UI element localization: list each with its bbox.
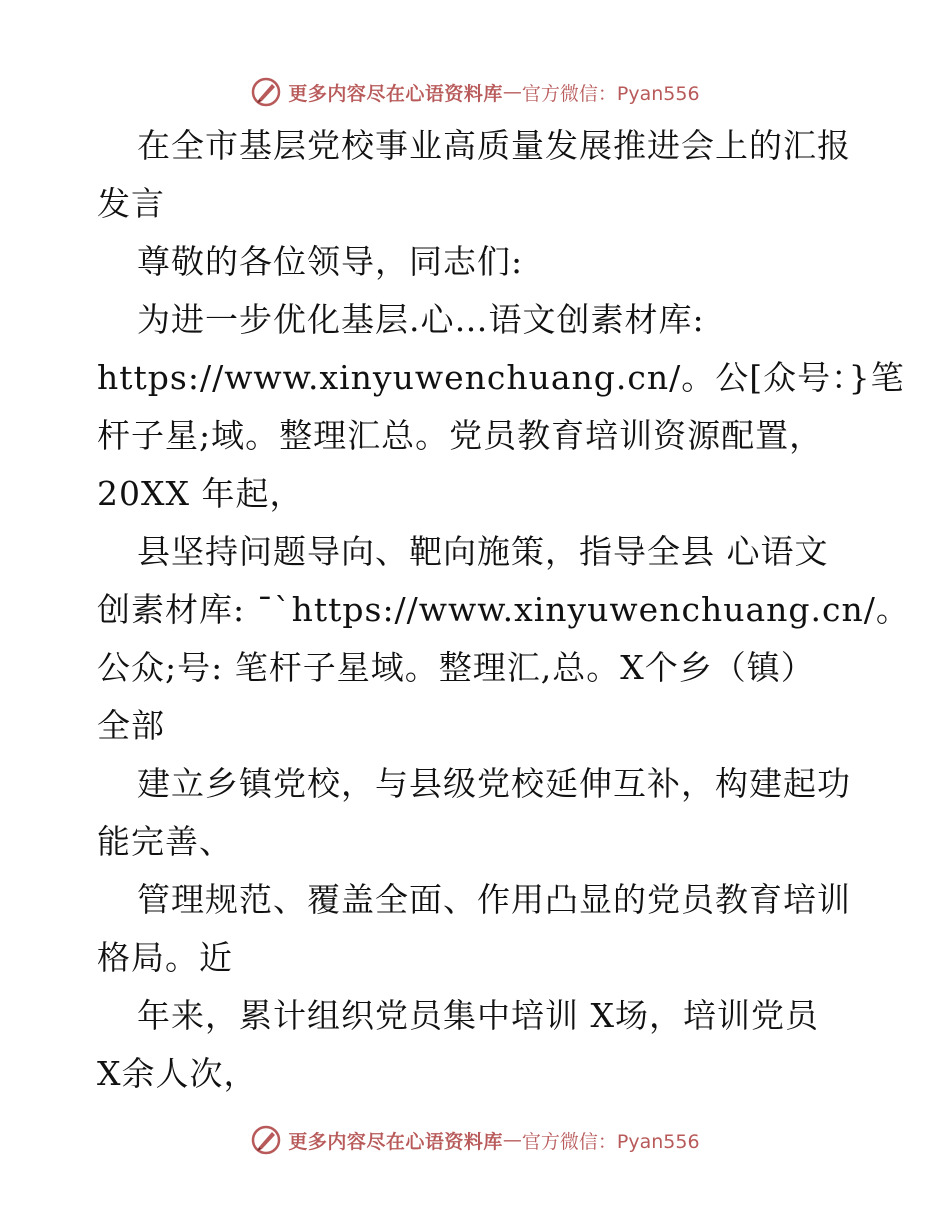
watermark-separator: — — [502, 81, 522, 103]
text-line: 管理规范、覆盖全面、作用凸显的党员教育培训 — [137, 880, 851, 919]
text-line: 全部 — [97, 706, 165, 745]
watermark-contact: 官方微信：Pyan556 — [521, 1130, 700, 1153]
watermark-title: 更多内容尽在心语资料库 — [288, 82, 503, 105]
quill-pen-logo-icon — [250, 76, 282, 108]
text-line: 为进一步优化基层.心…语文创素材库: — [137, 300, 705, 339]
text-line: 20XX 年起， — [97, 474, 304, 513]
text-line: 尊敬的各位领导，同志们: — [137, 242, 524, 281]
header-watermark — [0, 72, 950, 112]
footer-watermark — [0, 1120, 950, 1160]
text-line: 发言 — [97, 184, 165, 223]
watermark-contact: 官方微信：Pyan556 — [521, 82, 700, 105]
text-line: 公众;号: 笔杆子星域。整理汇,总。X个乡（镇） — [97, 648, 815, 687]
text-line: 在全市基层党校事业高质量发展推进会上的汇报 — [137, 126, 851, 165]
quill-pen-logo-icon — [250, 1124, 282, 1156]
document-body — [97, 117, 910, 1103]
text-line: 杆子星;域。整理汇总。党员教育培训资源配置， — [97, 416, 824, 455]
text-line: 格局。近 — [97, 938, 233, 977]
text-line: 能完善、 — [97, 822, 233, 861]
text-line: 县坚持问题导向、靶向施策，指导全县 心语文 — [137, 532, 829, 571]
text-line: 年来，累计组织党员集中培训 X场，培训党员 — [137, 996, 819, 1035]
watermark-separator: — — [502, 1129, 522, 1151]
watermark-title: 更多内容尽在心语资料库 — [288, 1130, 503, 1153]
text-line: https://www.xinyuwenchuang.cn/。公[众号：}笔 — [97, 358, 905, 397]
text-line: 建立乡镇党校，与县级党校延伸互补，构建起功 — [137, 764, 851, 803]
text-line: 创素材库: ¯`https://www.xinyuwenchuang.cn/。 — [97, 590, 910, 629]
text-line: X余人次， — [97, 1054, 258, 1093]
